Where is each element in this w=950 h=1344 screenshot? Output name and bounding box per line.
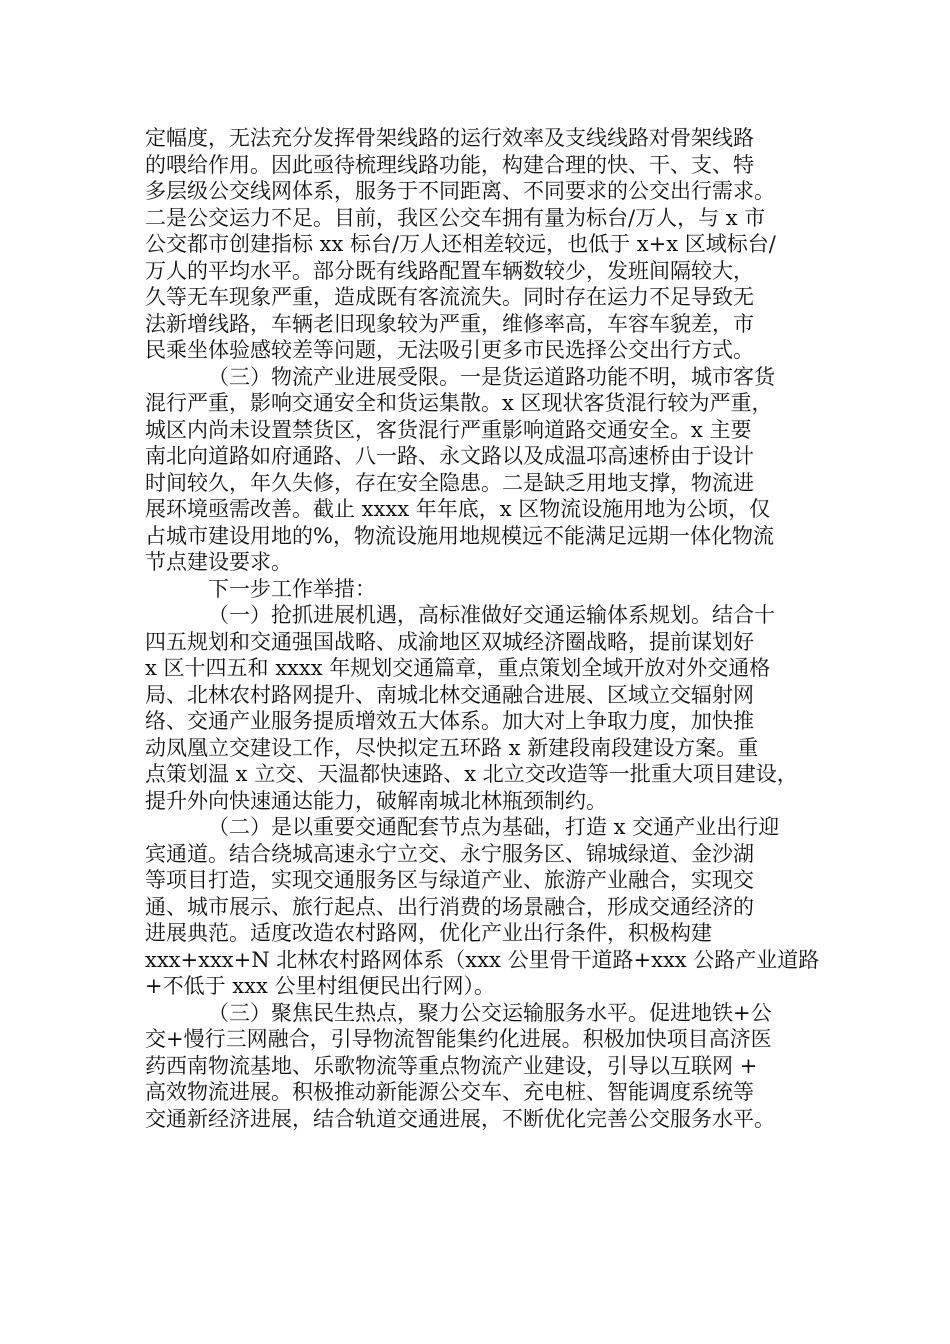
document-line: 二是公交运力不足。目前，我区公交车拥有量为标台/万人，与 x 市 (145, 205, 766, 230)
document-line: 法新增线路，车辆老旧现象较为严重，维修率高，车容车貌差，市 (145, 311, 754, 336)
document-line: 络、交通产业服务提质增效五大体系。加大对上争取力度，加快推 (145, 709, 754, 733)
document-line: 高效物流进展。积极推动新能源公交车、充电桩、智能调度系统等 (145, 1080, 754, 1104)
document-line: 混行严重，影响交通安全和货运集散。x 区现状客货混行较为严重， (145, 391, 773, 415)
document-line: 通、城市展示、旅行起点、出行消费的场景融合，形成交通经济的 (145, 894, 754, 919)
document-line: 交+慢行三网融合，引导物流智能集约化进展。积极加快项目高济医 (145, 1027, 772, 1051)
document-line: 进展典范。适度改造农村路网，优化产业出行条件，积极构建 (145, 921, 712, 945)
document-line: 展环境亟需改善。截止 xxxx 年年底，x 区物流设施用地为公顷，仅 (145, 497, 771, 521)
document-line: 提升外向快速通达能力，破解南城北林瓶颈制约。 (145, 788, 607, 813)
document-line: 公交都市创建指标 xx 标台/万人还相差较远，也低于 x+x 区域标台/ (145, 232, 776, 256)
document-line: 城区内尚未设置禁货区，客货混行严重影响道路交通安全。x 主要 (145, 417, 752, 442)
document-line: 药西南物流基地、乐歌物流等重点物流产业建设，引导以互联网 + (145, 1053, 758, 1078)
document-line: 南北向道路如府通路、八一路、永文路以及成温邛高速桥由于设计 (145, 444, 754, 468)
document-line: （三）物流产业进展受限。一是货运道路功能不明，城市客货 (208, 364, 775, 389)
document-line: 等项目打造，实现交通服务区与绿道产业、旅游产业融合，实现交 (145, 868, 754, 892)
document-line: 节点建设要求。 (145, 550, 292, 574)
document-line: 多层级公交线网体系，服务于不同距离、不同要求的公交出行需求。 (145, 179, 775, 203)
document-line: 民乘坐体验感较差等问题，无法吸引更多市民选择公交出行方式。 (145, 338, 754, 362)
document-line: 局、北林农村路网提升、南城北林交通融合进展、区域立交辐射网 (145, 682, 754, 707)
document-line: （二）是以重要交通配套节点为基础，打造 x 交通产业出行迎 (208, 815, 780, 839)
document-line: 占城市建设用地的%，物流设施用地规模远不能满足远期一体化物流 (145, 523, 774, 548)
document-line: （三）聚焦民生热点，聚力公交运输服务水平。促进地铁+公 (208, 1000, 772, 1025)
document-line: （一）抢抓进展机遇，高标准做好交通运输体系规划。结合十 (208, 603, 775, 627)
document-line: 四五规划和交通强国战略、成渝地区双城经济圈战略，提前谋划好 (145, 629, 754, 654)
document-line: 时间较久，年久失修，存在安全隐患。二是缺乏用地支撑，物流进 (145, 470, 754, 495)
document-line: x 区十四五和 xxxx 年规划交通篇章，重点策划全域开放对外交通格 (145, 656, 771, 680)
document-line: 宾通道。结合绕城高速永宁立交、永宁服务区、锦城绿道、金沙湖 (145, 841, 754, 866)
document-line: 的喂给作用。因此亟待梳理线路功能，构建合理的快、干、支、特 (145, 152, 754, 177)
document-line: 下一步工作举措： (208, 576, 376, 601)
document-line: 交通新经济进展，结合轨道交通进展，不断优化完善公交服务水平。 (145, 1106, 775, 1131)
document-line: +不低于 xxx 公里村组便民出行网）。 (145, 974, 495, 998)
document-line: 点策划温 x 立交、天温都快速路、x 北立交改造等一批重大项目建设， (145, 762, 798, 786)
document-line: 定幅度，无法充分发挥骨架线路的运行效率及支线线路对骨架线路 (145, 126, 754, 150)
document-line: 久等无车现象严重，造成既有客流流失。同时存在运力不足导致无 (145, 285, 754, 309)
document-line: 万人的平均水平。部分既有线路配置车辆数较少，发班间隔较大， (145, 258, 754, 283)
document-line: 动凤凰立交建设工作，尽快拟定五环路 x 新建段南段建设方案。重 (145, 735, 759, 760)
document-line: xxx+xxx+N 北林农村路网体系（xxx 公里骨干道路+xxx 公路产业道路 (145, 947, 820, 972)
document-body (145, 125, 820, 1132)
